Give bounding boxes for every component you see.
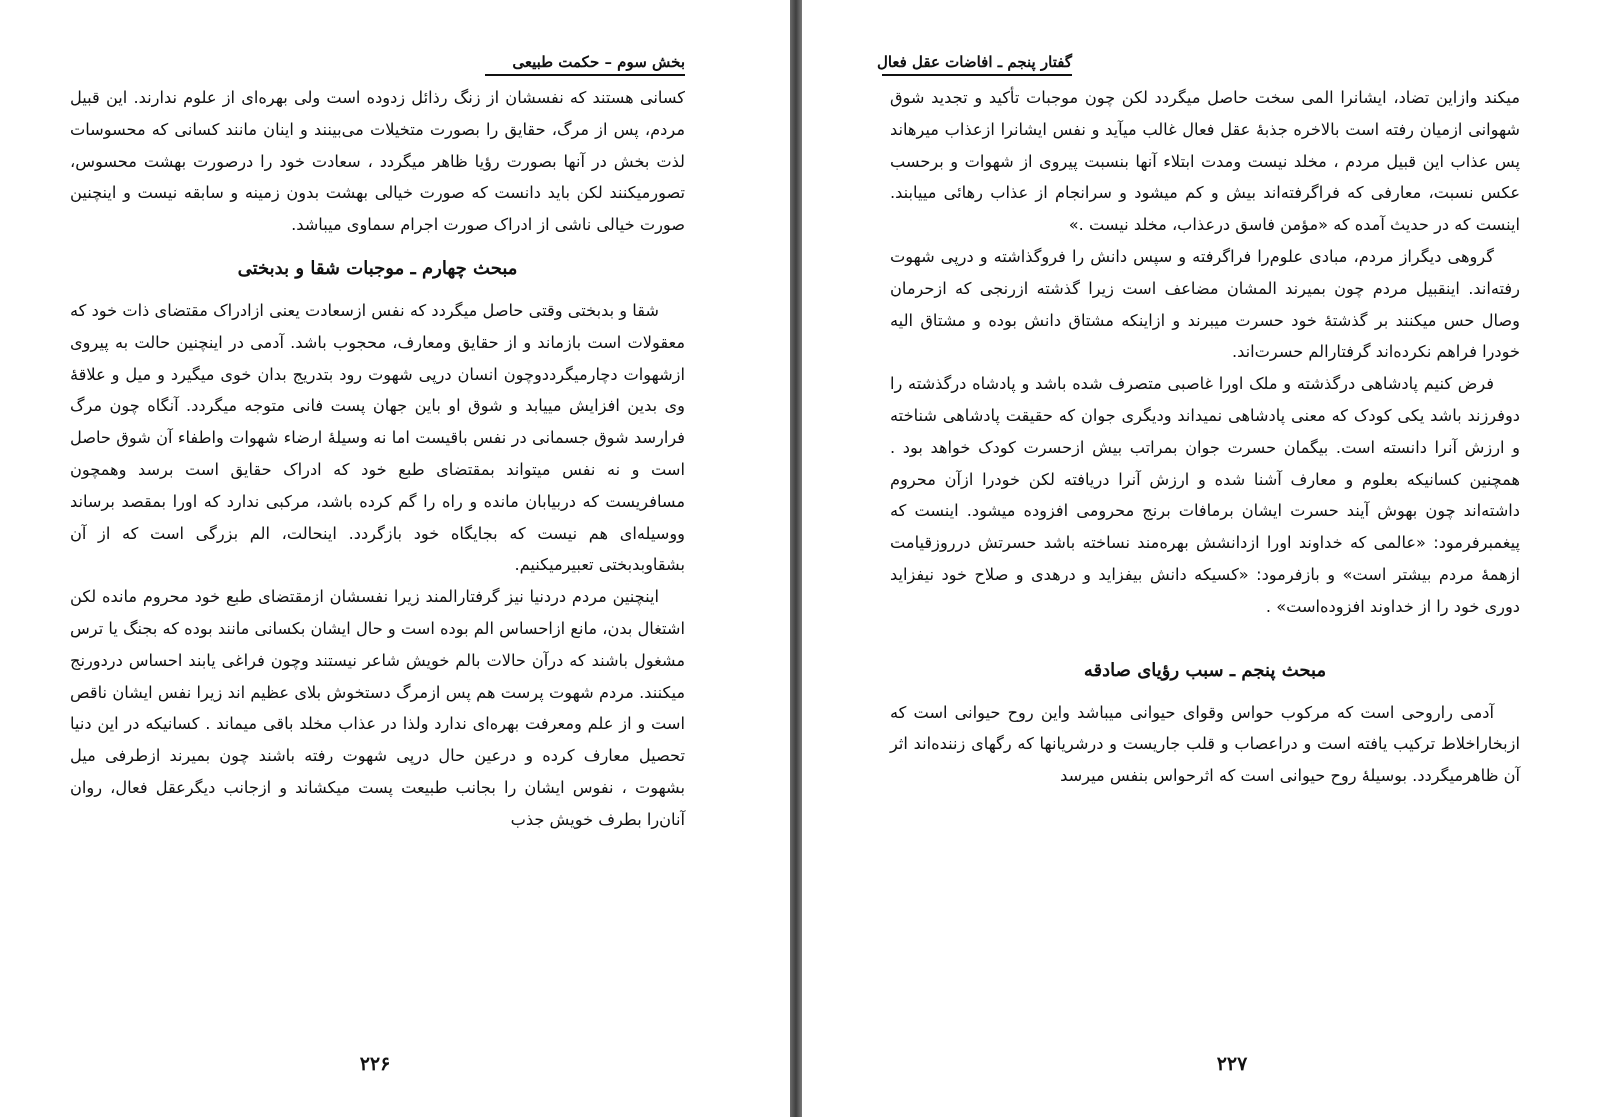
body-text — [70, 82, 685, 836]
section-heading: مبحث پنجم ـ سبب رؤیای صادقه — [1083, 659, 1327, 681]
paragraph: میکند وازاین تضاد، ایشانرا المی سخت حاصل میگردد لکن چون موجبات تأکید و تجدید شوق شهوانی ازمیان رفته است بالاخره جذبهٔ عقل فعال غالب میآید و نفس ایشانرا ازعذاب میرهاند پس عذاب این قبیل مردم ، مخلد نیست ومدت ابتلاء آنها بنسبت پیروی از شهوات و برحسب عکس نسبت، معارفی که فراگرفته‌اند بیش و کم میشود و سرانجام از عذاب رهائی مییابند. اینست که در حدیث آمده که «مؤمن فاسق درعذاب، مخلد نیست .» — [890, 88, 1520, 235]
paragraph: گروهی دیگراز مردم، مبادی علوم‌را فراگرفته و سپس دانش را فروگذاشته و درپی شهوت رفته‌اند. اینقبیل مردم چون بمیرند المشان مضاعف است زیرا گذشته ازرنجی که ازحرمان وصال حس میکنند بر گذشتهٔ خود حسرت میبرند و ازاینکه مشتاق دانش بوده و مشتاق الیه خودرا فراهم نکرده‌اند گرفتارالم حسرت‌اند. — [890, 246, 1520, 362]
body-text — [890, 82, 1520, 792]
running-head: گفتار پنجم ـ افاضات عقل فعال — [882, 52, 1072, 76]
paragraph: فرض کنیم پادشاهی درگذشته و ملک اورا غاصبی متصرف شده باشد و پادشاه درگذشته را دوفرزند باشد یکی کودک که معنی پادشاهی نمیداند ودیگری جوان که حقیقت پادشاهی شناخته و ارزش آنرا دانسته است. بیگمان حسرت جوان بمراتب بیش ازحسرت کودک خواهد بود . همچنین کسانیکه بعلوم و معارف آشنا شده و ارزش آنرا دریافته لکن خودرا ازآن محروم داشته‌اند چون بهوش آیند حسرت ایشان برمافات برنج محرومی افزوده میشود. اینست که پیغمبرفرمود: «عالمی که خداوند اورا ازدانشش بهره‌مند نساخته باشد حسرتش درروزقیامت ازهمهٔ مردم بیشتر است» و بازفرمود: «کسیکه دانش بیفزاید و درهدی و صلاح خود نیفزاید دوری خود را از خداوند افزوده‌است» . — [890, 374, 1520, 616]
section-heading: مبحث چهارم ـ موجبات شقا و بدبختی — [237, 257, 518, 279]
paragraph: کسانی هستند که نفسشان از زنگ رذائل زدوده است ولی بهره‌ای از علوم ندارند. این قبیل مردم، پس از مرگ، حقایق را بصورت متخیلات می‌بینند و اینان مانند کسانی که محسوسات لذت بخش در آنها بصورت رؤیا ظاهر میگردد ، سعادت خود را درصورت بهشت محسوس، تصورمیکنند لکن باید دانست که صورت خیالی بهشت بدون زمینه و سابقه نیست و اینچنین صورت خیالی ناشی از ادراک صورت اجرام سماوی میباشد. — [70, 88, 685, 235]
paragraph: آدمی راروحی است که مرکوب حواس وقوای حیوانی میباشد واین روح حیوانی است که ازبخاراخلاط ترکیب یافته است و دراعصاب و قلب جاریست و درشریانها که رگهای زننده‌اند اثر آن ظاهرمیگردد. بوسیلهٔ روح حیوانی است که اثرحواس بنفس میرسد — [890, 702, 1520, 786]
page-number: ۲۲۷ — [1216, 1053, 1248, 1075]
book-gutter — [790, 0, 802, 1117]
page-number: ۲۲۶ — [359, 1053, 391, 1075]
left-page — [0, 0, 790, 1117]
right-page — [802, 0, 1600, 1117]
paragraph: شقا و بدبختی وقتی حاصل میگردد که نفس ازسعادت یعنی ازادراک مقتضای ذات خود که معقولات است بازماند و از حقایق ومعارف، محجوب باشد. آدمی در اینچنین حالت به پیروی ازشهوات دچارمیگرددوچون انسان درپی شهوت رود بتدریج بدان خوی میگیرد و میل و علاقهٔ وی بدین افزایش مییابد و شوق او باین جهان پست فانی متوجه میگردد. آنگاه چون مرگ فرارسد شوق جسمانی در نفس باقیست اما نه وسیلهٔ ارضاء شهوات واطفاء آن شوق حاصل است و نه نفس میتواند بمقتضای طبع خود که ادراک حقایق است برسد وهمچون مسافریست که دربیابان مانده و راه را گم کرده باشد، مرکبی ندارد که اورا بمقصد برساند ووسیله‌ای هم نیست که بجایگاه خود بازگردد. اینحالت، الم بزرگی است که از آن بشقاوبدبختی تعبیرمیکنیم. — [70, 300, 685, 575]
running-head: بخش سوم – حکمت طبیعی — [485, 52, 685, 76]
paragraph: اینچنین مردم دردنیا نیز گرفتارالمند زیرا نفسشان ازمقتضای طبع خود محروم مانده لکن اشتغال بدن، مانع ازاحساس الم بوده است و حال ایشان بکسانی مانند بوده که بجنگ یا ترس مشغول باشند که درآن حالات بالم خویش شاعر نیستند وچون فراغی یابند احساس دردورنج میکنند. مردم شهوت پرست هم پس ازمرگ دستخوش بلای عظیم اند زیرا نفس ایشان ناقص است و از علم ومعرفت بهره‌ای ندارد ولذا در عذاب مخلد باقی میماند . کسانیکه در این دنیا تحصیل معارف کرده و درعین حال درپی شهوت رفته باشند چون بمیرند ازطرفی میل بشهوت ، نفوس ایشان را بجانب طبیعت پست میکشاند و ازجانب دیگرعقل فعال، روان آنان‌را بطرف خویش جذب — [70, 587, 685, 829]
